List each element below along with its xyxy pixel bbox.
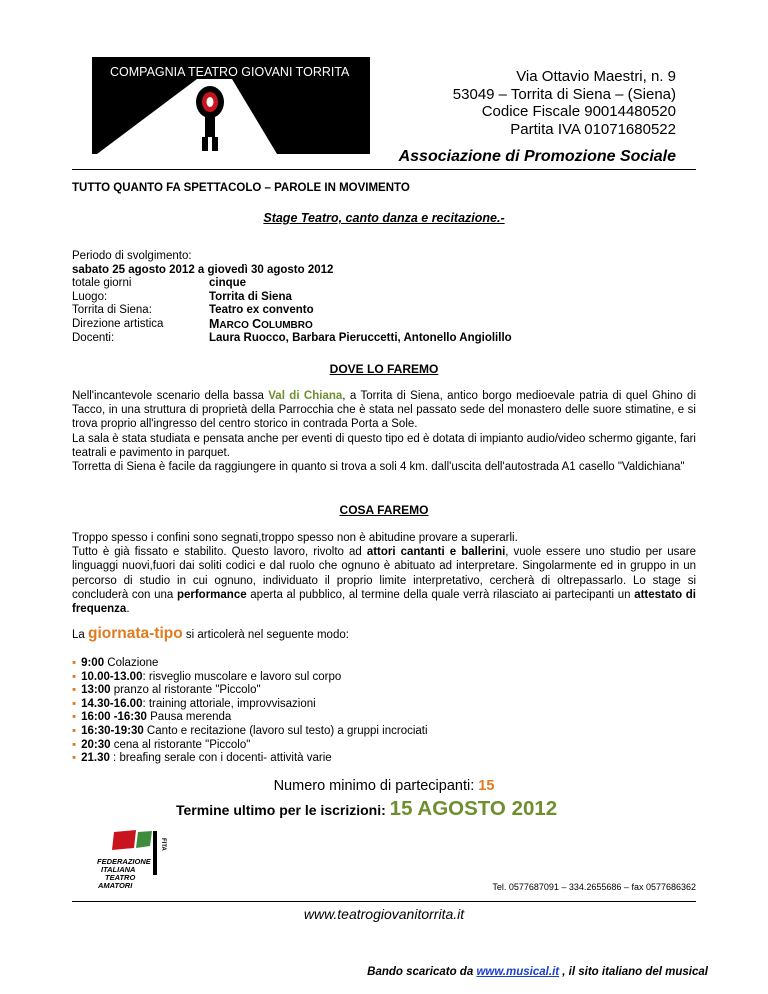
schedule-item — [72, 671, 428, 685]
schedule-text: Pausa merenda — [146, 711, 232, 724]
schedule-time: 16:30-19:30 — [81, 724, 144, 737]
direction-label: Direzione artistica — [72, 317, 164, 330]
section-dove-text — [72, 389, 696, 474]
download-credit: Bando scaricato da www.musical.it , il sito italiano del musical — [367, 966, 708, 978]
company-address — [453, 68, 676, 138]
company-logo — [92, 57, 370, 154]
svg-text:AMATORI: AMATORI — [98, 881, 133, 890]
schedule-time: 20:30 — [81, 738, 111, 751]
bullet-icon: ▪ — [72, 670, 77, 683]
bullet-icon: ▪ — [72, 724, 77, 737]
info-value: Teatro ex convento — [209, 304, 314, 316]
min-participants: Numero minimo di partecipanti: 15 — [273, 778, 495, 794]
schedule-time: 14.30-16.00 — [81, 697, 143, 710]
paragraph: Nell'incantevole scenario della bassa Val di Chiana, a Torrita di Siena, antico borgo medioevale patria di quel Ghino di Tacco, in una struttura di proprietà della Parrocchia che è stata nel passato sede del monastero delle suore stimatine, e si trova proprio all'ingresso del centro storico in contrada Porta a Sole. — [72, 390, 697, 431]
schedule-item — [72, 657, 428, 671]
address-line: 53049 – Torrita di Siena – (Siena) — [452, 85, 676, 103]
schedule-item — [72, 711, 428, 725]
info-row — [72, 332, 512, 346]
schedule-item — [72, 698, 428, 712]
schedule-item — [72, 739, 428, 753]
deadline-date: 15 AGOSTO 2012 — [389, 797, 558, 820]
vat-number: Partita IVA 01071680522 — [510, 120, 676, 138]
bullet-icon: ▪ — [72, 697, 77, 710]
info-row — [72, 291, 512, 305]
bullet-icon: ▪ — [72, 684, 77, 697]
event-subtitle: Stage Teatro, canto danza e recitazione.- — [263, 211, 505, 225]
event-title: TUTTO QUANTO FA SPETTACOLO – PAROLE IN MOVIMENTO — [72, 182, 410, 194]
company-name: COMPAGNIA TEATRO GIOVANI TORRITA — [110, 65, 350, 79]
schedule-item — [72, 684, 428, 698]
schedule-text: : training attoriale, improvvisazioni — [142, 697, 316, 710]
svg-text:ITALIANA: ITALIANA — [101, 865, 136, 874]
schedule-text: cena al ristorante "Piccolo" — [110, 738, 251, 751]
val-di-chiana-highlight: Val di Chiana — [268, 390, 343, 402]
header-divider — [72, 169, 696, 170]
schedule-time: 10.00-13.00 — [81, 670, 143, 683]
teachers-value: Laura Ruocco, Barbara Pieruccetti, Antonello Angiolillo — [209, 332, 512, 344]
schedule-text: Colazione — [104, 657, 159, 669]
fiscal-code: Codice Fiscale 90014480520 — [481, 103, 676, 120]
min-participants-value: 15 — [478, 778, 495, 794]
svg-text:FITA: FITA — [160, 838, 166, 851]
schedule-list — [72, 657, 428, 766]
info-row — [72, 304, 512, 318]
info-row — [72, 318, 512, 333]
bullet-icon: ▪ — [72, 738, 77, 751]
paragraph: Troppo spesso i confini sono segnati,troppo spesso non è abitudine provare a superarli. — [72, 532, 518, 544]
schedule-text: : breafing serale con i docenti- attività varie — [109, 752, 332, 765]
association-type: Associazione di Promozione Sociale — [398, 148, 676, 165]
paragraph: Torretta di Siena è facile da raggiungere in quanto si trova a soli 4 km. dall'uscita dell'autostrada A1 casello "Valdichiana" — [72, 461, 685, 474]
info-label: totale giorni — [72, 277, 132, 289]
section-cosa-text — [72, 531, 696, 616]
paragraph: Tutto è già fissato e stabilito. Questo lavoro, rivolto ad attori cantanti e ballerini, vuole essere uno studio per usare linguaggi nuovi,fuori dai soliti codici e dal ruolo che ognuno è abituato ad interpretare. Singolarmente ed in gruppo in un percorso di studio in cui ognuno, individuato il proprio limite interpretativo, cercherà di oltrepassarlo. Lo stage si concluderà con una performance aperta al pubblico, al termine della quale verrà rilasciato ai partecipanti un attestato di frequenza. — [72, 546, 697, 616]
info-label: Torrita di Siena: — [72, 304, 152, 316]
musical-link[interactable]: www.musical.it — [476, 966, 560, 978]
schedule-text: : risveglio muscolare e lavoro sul corpo — [142, 670, 342, 683]
footer-divider — [72, 901, 696, 902]
schedule-time: 9:00 — [81, 657, 105, 669]
direction-value: MARCO COLUMBRO — [209, 316, 313, 331]
bullet-icon: ▪ — [72, 657, 77, 669]
section-title-dove: DOVE LO FAREMO — [329, 362, 439, 376]
info-label: Docenti: — [72, 332, 115, 344]
event-info — [72, 250, 512, 346]
schedule-item — [72, 725, 428, 739]
bullet-icon: ▪ — [72, 711, 77, 724]
fita-logo — [92, 828, 174, 894]
period-value: sabato 25 agosto 2012 a giovedì 30 agosto 2012 — [72, 263, 334, 276]
section-title-cosa: COSA FAREMO — [339, 503, 429, 517]
info-value: Torrita di Siena — [209, 290, 292, 303]
svg-text:TEATRO: TEATRO — [105, 873, 136, 882]
registration-deadline: Termine ultimo per le iscrizioni: 15 AGOSTO 2012 — [176, 797, 558, 820]
info-label: Luogo: — [72, 290, 108, 303]
day-schedule-intro: La giornata-tipo si articolerà nel seguente modo: — [72, 625, 349, 642]
schedule-text: Canto e recitazione (lavoro sul testo) a gruppi incrociati — [143, 724, 428, 737]
contact-numbers: Tel. 0577687091 – 334.2655686 – fax 0577686362 — [492, 882, 696, 892]
bullet-icon: ▪ — [72, 752, 77, 765]
giornata-tipo-highlight: giornata-tipo — [88, 625, 183, 642]
svg-text:FEDERAZIONE: FEDERAZIONE — [97, 857, 151, 866]
website-link[interactable]: www.teatrogiovanitorrita.it — [303, 906, 465, 922]
schedule-time: 16:00 -16:30 — [81, 711, 147, 724]
schedule-time: 21.30 — [81, 752, 110, 765]
schedule-text: pranzo al ristorante "Piccolo" — [110, 684, 261, 697]
schedule-item — [72, 752, 428, 766]
fita-emblem-icon — [92, 828, 174, 894]
address-line: Via Ottavio Maestri, n. 9 — [516, 68, 676, 85]
info-value: cinque — [209, 277, 247, 289]
schedule-time: 13:00 — [81, 684, 111, 697]
period-label: Periodo di svolgimento: — [72, 250, 192, 262]
paragraph: La sala è stata studiata e pensata anche per eventi di questo tipo ed è dotata di impianto audio/video schermo gigante, fari teatrali e pavimento in parquet. — [72, 432, 696, 459]
info-row — [72, 277, 512, 291]
